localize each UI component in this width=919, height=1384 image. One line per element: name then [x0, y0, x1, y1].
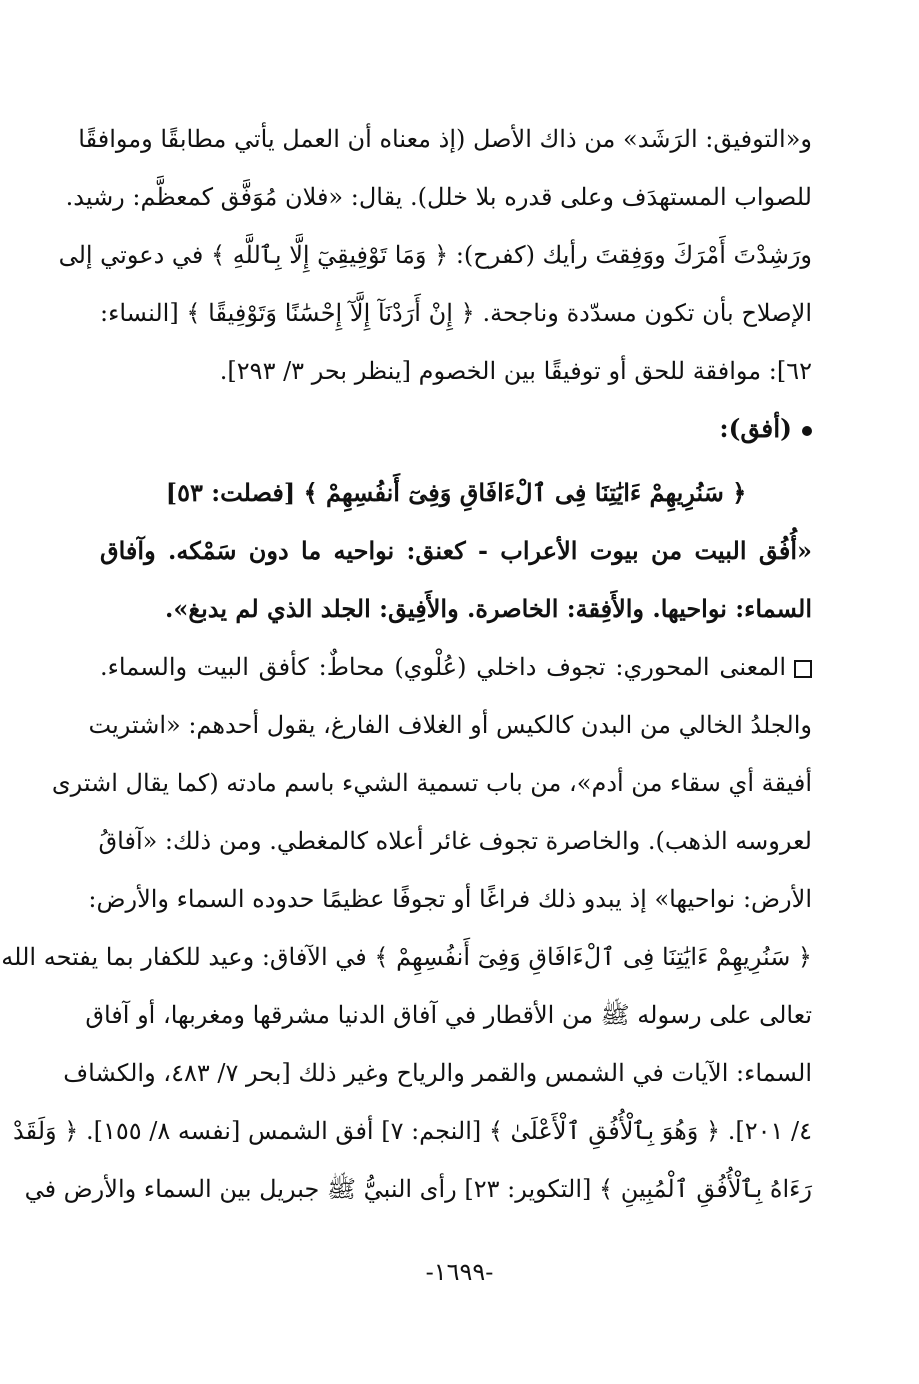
paragraph-line: رَءَاهُ بِٱلْأُفُقِ ٱلْمُبِينِ ﴾ [التكوير: ٢٣] رأى النبيُّ ﷺ جبريل بين السماء والأرض في [24, 1175, 812, 1203]
page-body [1, 110, 812, 1218]
paragraph-line: والجلدُ الخالي من البدن كالكيس أو الغلاف الفارغ، يقول أحدهم: «اشتريت [88, 711, 812, 739]
paragraph-central-meaning [1, 638, 812, 1218]
section-heading [100, 400, 812, 458]
quran-verse: ﴿ سَنُرِيهِمْ ءَايَٰتِنَا فِى ٱلْءَافَاقِ وَفِىٓ أَنفُسِهِمْ ﴾ [فصلت: ٥٣] [165, 478, 747, 507]
paragraph-line: الإصلاح بأن تكون مسدّدة وناجحة. ﴿ إِنْ أَرَدْنَآ إِلَّآ إِحْسَٰنًا وَتَوْفِيقًا ﴾ [النساء: [100, 299, 812, 327]
bullet-icon [802, 426, 812, 436]
paragraph-line: تعالى على رسوله ﷺ من الأقطار في آفاق الدنيا مشرقها ومغربها، أو آفاق [85, 1001, 812, 1029]
page-number: -١٦٩٩- [425, 1258, 494, 1286]
paragraph-line: ٤/ ٢٠١]. ﴿ وَهُوَ بِٱلْأُفُقِ ٱلْأَعْلَىٰ ﴾ [النجم: ٧] أفق الشمس [نفسه ٨/ ١٥٥]. ﴿ وَلَقَدْ [12, 1117, 812, 1145]
paragraph-line-first [100, 638, 812, 696]
paragraph-line: و«التوفيق: الرَشَد» من ذاك الأصل (إذ معناه أن العمل يأتي مطابقًا وموافقًا [78, 125, 812, 153]
paragraph-line: السماء: الآيات في الشمس والقمر والرياح وغير ذلك [بحر ٧/ ٤٨٣، والكشاف [63, 1059, 812, 1087]
paragraph-line: للصواب المستهدَف وعلى قدره بلا خلل). يقال: «فلان مُوَفَّق كمعظَّم: رشيد. [65, 183, 812, 211]
definition-line: «أُفُق البيت من بيوت الأعراب - كعنق: نواحيه ما دون سَمْكه. وآفاق [100, 536, 812, 565]
paragraph-line: أفيقة أي سقاء من أدم»، من باب تسمية الشيء باسم مادته (كما يقال اشترى [51, 769, 812, 797]
paragraph-line: ٦٢]: موافقة للحق أو توفيقًا بين الخصوم [ينظر بحر ٣/ ٢٩٣]. [219, 357, 812, 385]
paragraph-tawfiq [58, 110, 812, 400]
definition-line: السماء: نواحيها. والأَفِقة: الخاصرة. والأَفِيق: الجلد الذي لم يدبغ». [164, 594, 812, 623]
section-heading-text: (أفق): [719, 414, 792, 443]
definition-block [100, 522, 812, 638]
paragraph-line: الأرض: نواحيها» إذ يبدو ذلك فراغًا أو تجوفًا عظيمًا حدوده السماء والأرض: [88, 885, 812, 913]
paragraph-line: لعروسه الذهب). والخاصرة تجوف غائر أعلاه كالمغطي. ومن ذلك: «آفاقُ [98, 827, 812, 855]
paragraph-line: ورَشِدْتَ أَمْرَكَ ووَفِقتَ رأيك (كفرح): ﴿ وَمَا تَوْفِيقِيٓ إِلَّا بِٱللَّهِ ﴾ في دعوتي إلى [58, 241, 812, 269]
central-meaning-text: المعنى المحوري: تجوف داخلي (عُلْوي) محاطٌ: كأفق البيت والسماء. [100, 653, 786, 681]
empty-square-icon [794, 660, 812, 678]
paragraph-line: ﴿ سَنُرِيهِمْ ءَايَٰتِنَا فِى ٱلْءَافَاقِ وَفِىٓ أَنفُسِهِمْ ﴾ في الآفاق: وعيد للكفار بما يفتحه الله [1, 943, 812, 971]
